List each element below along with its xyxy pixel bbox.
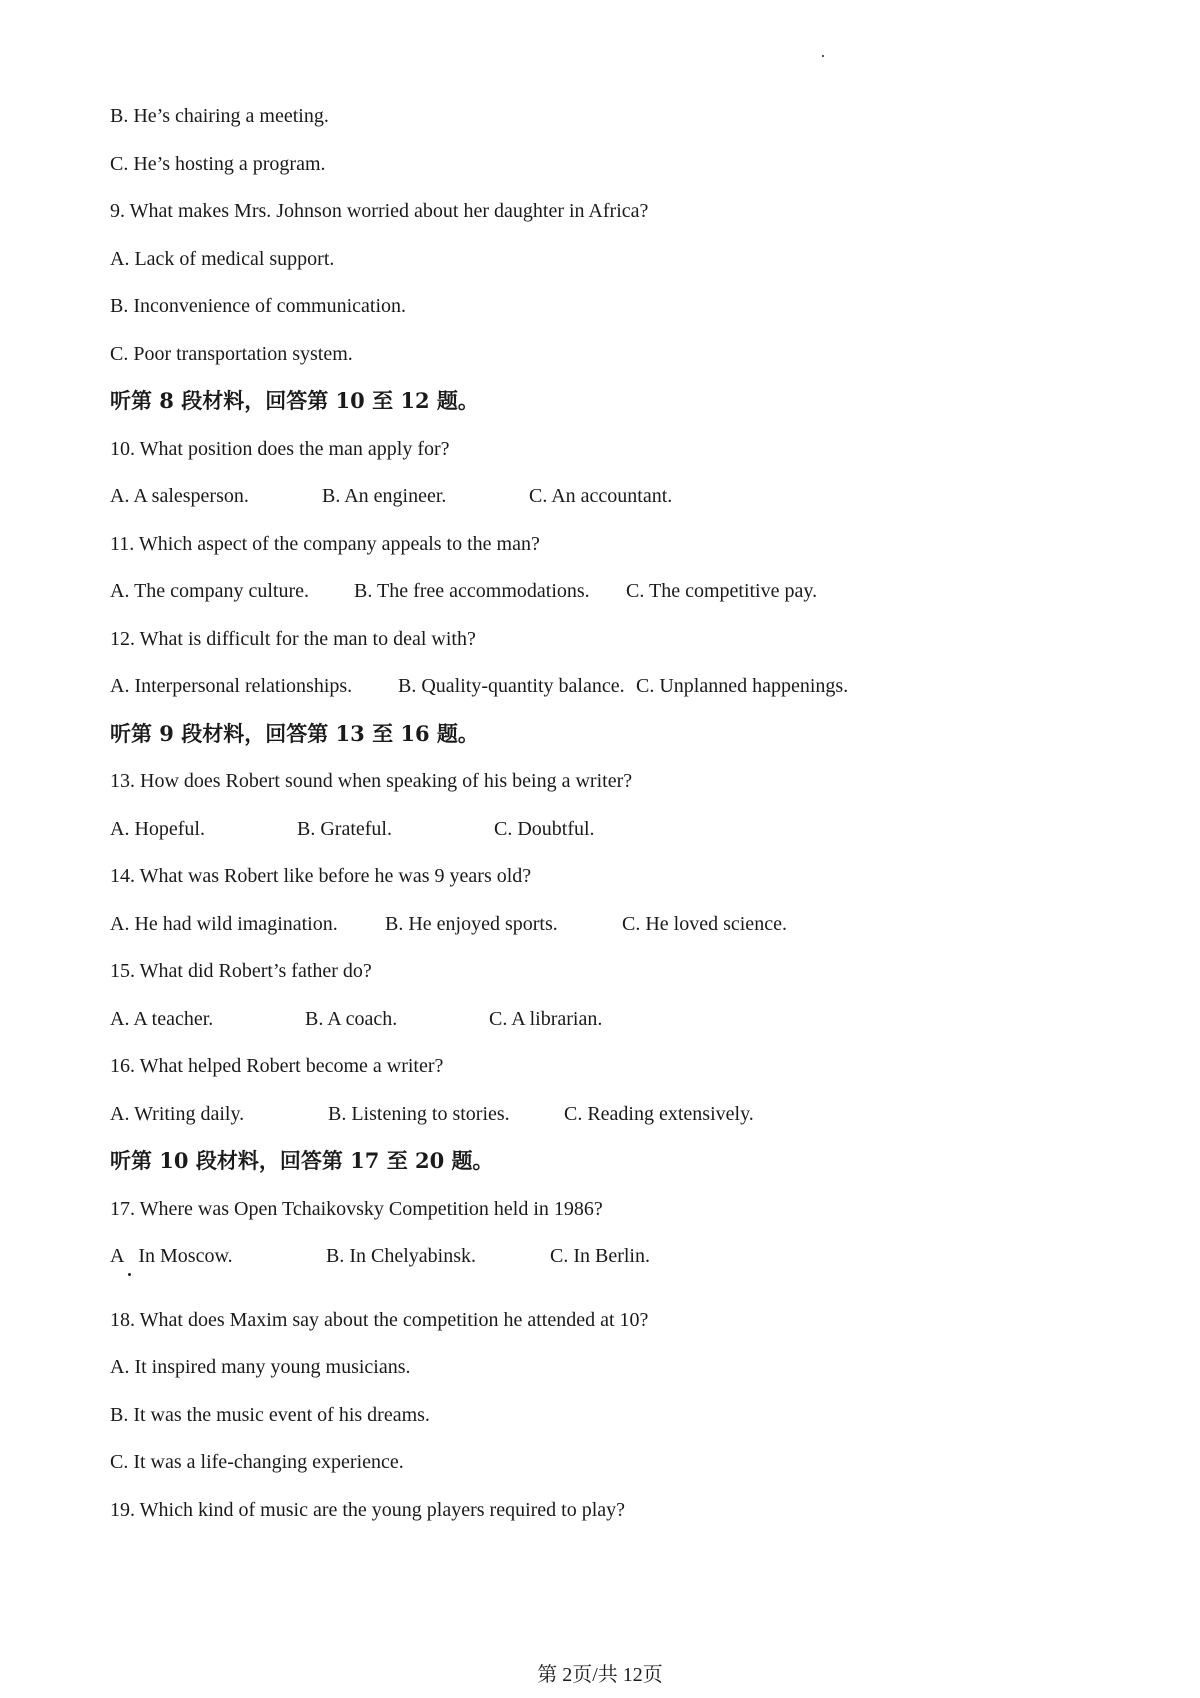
q12-question: 12. What is difficult for the man to deal with?	[110, 628, 476, 650]
q13-question: 13. How does Robert sound when speaking of his being a writer?	[110, 770, 633, 792]
q16-option-c: C. Reading extensively.	[564, 1103, 754, 1125]
q14-option-c: C. He loved science.	[622, 913, 787, 935]
section-8-heading: 听第 8 段材料，回答第 10 至 12 题。	[110, 388, 479, 413]
q10-option-a: A. A salesperson.	[110, 485, 249, 507]
q14-question: 14. What was Robert like before he was 9 years old?	[110, 865, 532, 887]
q16-option-b: B. Listening to stories.	[328, 1103, 510, 1125]
q10-option-c: C. An accountant.	[529, 485, 673, 507]
q15-question: 15. What did Robert’s father do?	[110, 960, 372, 982]
section-9-heading: 听第 9 段材料，回答第 13 至 16 题。	[110, 721, 479, 746]
q17-question: 17. Where was Open Tchaikovsky Competition held in 1986?	[110, 1198, 603, 1220]
q12-option-c: C. Unplanned happenings.	[636, 675, 849, 697]
q17-option-a: A In Moscow.	[110, 1245, 233, 1267]
q19-question: 19. Which kind of music are the young players required to play?	[110, 1499, 626, 1521]
scan-speck	[822, 55, 824, 57]
q18-option-a: A. It inspired many young musicians.	[110, 1356, 411, 1378]
q16-option-a: A. Writing daily.	[110, 1103, 245, 1125]
q8-option-c: C. He’s hosting a program.	[110, 153, 326, 175]
q12-option-a: A. Interpersonal relationships.	[110, 675, 353, 697]
q17-option-b: B. In Chelyabinsk.	[326, 1245, 476, 1267]
q13-option-b: B. Grateful.	[297, 818, 392, 840]
q15-option-c: C. A librarian.	[489, 1008, 603, 1030]
q15-option-a: A. A teacher.	[110, 1008, 214, 1030]
q12-option-b: B. Quality-quantity balance.	[398, 675, 625, 697]
q9-question: 9. What makes Mrs. Johnson worried about her daughter in Africa?	[110, 200, 649, 222]
q16-question: 16. What helped Robert become a writer?	[110, 1055, 444, 1077]
q13-option-a: A. Hopeful.	[110, 818, 205, 840]
page-footer: 第 2页/共 12页	[537, 1664, 663, 1686]
q17-option-a-dot	[128, 1273, 131, 1276]
q9-option-b: B. Inconvenience of communication.	[110, 295, 407, 317]
q17-option-c: C. In Berlin.	[550, 1245, 650, 1267]
q18-question: 18. What does Maxim say about the competition he attended at 10?	[110, 1309, 649, 1331]
q10-option-b: B. An engineer.	[322, 485, 447, 507]
q15-option-b: B. A coach.	[305, 1008, 398, 1030]
q11-question: 11. Which aspect of the company appeals to the man?	[110, 533, 540, 555]
q10-question: 10. What position does the man apply for?	[110, 438, 450, 460]
q14-option-a: A. He had wild imagination.	[110, 913, 338, 935]
section-10-heading: 听第 10 段材料，回答第 17 至 20 题。	[110, 1148, 494, 1173]
q14-option-b: B. He enjoyed sports.	[385, 913, 558, 935]
q11-option-a: A. The company culture.	[110, 580, 310, 602]
q11-option-c: C. The competitive pay.	[626, 580, 818, 602]
q13-option-c: C. Doubtful.	[494, 818, 595, 840]
q11-option-b: B. The free accommodations.	[354, 580, 590, 602]
q18-option-c: C. It was a life-changing experience.	[110, 1451, 404, 1473]
q18-option-b: B. It was the music event of his dreams.	[110, 1404, 430, 1426]
q9-option-c: C. Poor transportation system.	[110, 343, 353, 365]
q9-option-a: A. Lack of medical support.	[110, 248, 335, 270]
q8-option-b: B. He’s chairing a meeting.	[110, 105, 329, 127]
